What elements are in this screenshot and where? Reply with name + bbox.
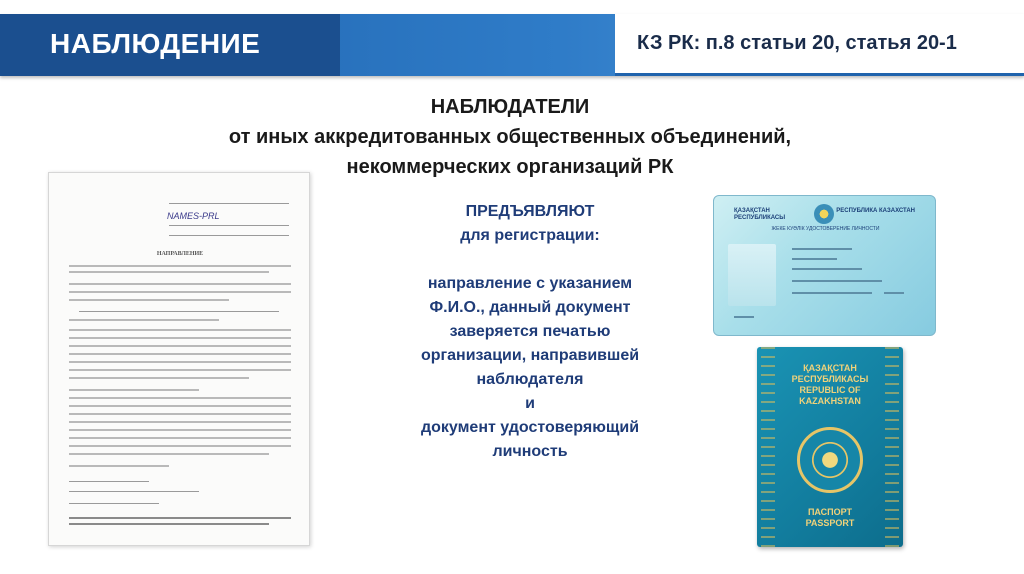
passport-image (757, 347, 903, 547)
document-stamp-text: NAMES-PRL (167, 211, 220, 221)
passport-title-line-1: ҚАЗАҚСТАН (803, 363, 857, 373)
coat-of-arms-icon (797, 427, 863, 493)
passport-title-line-4: KAZAKHSTAN (799, 396, 861, 406)
header-law-panel (615, 14, 1024, 76)
center-line-8: и (525, 395, 535, 412)
passport-footer-line-2: PASSPORT (805, 518, 855, 528)
center-line-1: ПРЕДЪЯВЛЯЮТ (465, 203, 595, 220)
law-reference: КЗ РК: п.8 статьи 20, статья 20-1 (637, 32, 957, 54)
id-photo-placeholder (728, 244, 776, 306)
requirements-text (380, 200, 680, 464)
id-card-right-header: РЕСПУБЛИКА КАЗАХСТАН (836, 208, 915, 214)
heading-line-2: от иных аккредитованных общественных объединений, (228, 126, 792, 148)
center-line-3: направление с указанием (427, 275, 633, 292)
id-card-image (713, 195, 936, 336)
header-bar (0, 14, 1024, 76)
center-line-4: Ф.И.О., данный документ (429, 299, 631, 316)
center-line-5: заверяется печатью (449, 323, 611, 340)
heading-line-1: НАБЛЮДАТЕЛИ (430, 96, 590, 118)
referral-document-image (48, 172, 310, 546)
main-heading (150, 92, 870, 182)
heading-line-3: некоммерческих организаций РК (346, 156, 674, 178)
center-line-7: наблюдателя (476, 371, 584, 388)
passport-title-line-2: РЕСПУБЛИКАСЫ (791, 374, 869, 384)
passport-footer (757, 507, 903, 529)
center-line-10: личность (492, 443, 568, 460)
emblem-icon (814, 204, 834, 224)
passport-footer-line-1: ПАСПОРТ (807, 507, 853, 517)
center-line-6: организации, направившей (420, 347, 640, 364)
document-title: НАПРАВЛЕНИЕ (156, 251, 204, 257)
page-title: НАБЛЮДЕНИЕ (50, 28, 261, 59)
center-line-2: для регистрации: (460, 227, 600, 244)
id-card-left-header: ҚАЗАҚСТАН РЕСПУБЛИКАСЫ (734, 208, 786, 221)
passport-title-line-3: REPUBLIC OF (799, 385, 861, 395)
id-card-subtitle: ЖЕКЕ КУӘЛІК УДОСТОВЕРЕНИЕ ЛИЧНОСТИ (771, 226, 880, 232)
passport-title (757, 363, 903, 407)
center-line-9: документ удостоверяющий (420, 419, 640, 436)
